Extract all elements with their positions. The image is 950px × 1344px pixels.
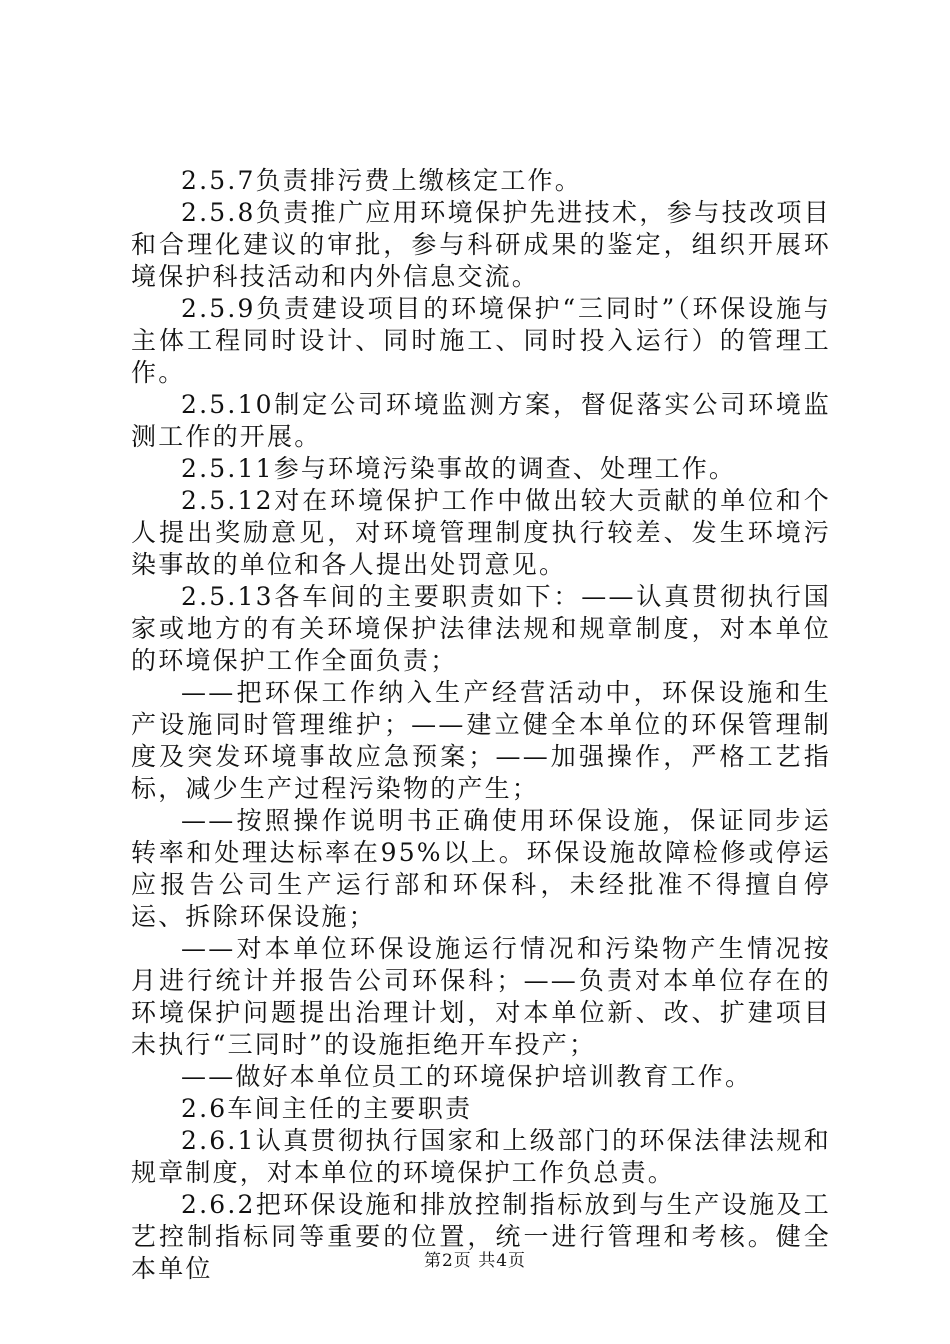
page-number-label: 第2页 共4页 — [423, 1251, 527, 1271]
paragraph-2-5-8: 2.5.8负责推广应用环境保护先进技术，参与技改项目和合理化建议的审批，参与科研成果的鉴定，组织开展环境保护科技活动和内外信息交流。 — [131, 198, 831, 291]
document-body — [131, 165, 831, 1285]
paragraph-2-6-1: 2.6.1认真贯彻执行国家和上级部门的环保法律法规和规章制度，对本单位的环境保护工作负总责。 — [131, 1126, 831, 1187]
paragraph-2-5-7: 2.5.7负责排污费上缴核定工作。 — [181, 166, 583, 195]
paragraph-2-5-12: 2.5.12对在环境保护工作中做出较大贡献的单位和个人提出奖励意见，对环境管理制度执行较差、发生环境污染事故的单位和各人提出处罚意见。 — [131, 486, 831, 579]
paragraph-2-6-2: 2.6.2把环保设施和排放控制指标放到与生产设施及工艺控制指标同等重要的位置，统一进行管理和考核。健全本单位 — [131, 1190, 831, 1283]
section-heading-2-6: 2.6车间主任的主要职责 — [181, 1094, 473, 1123]
paragraph-2-5-11: 2.5.11参与环境污染事故的调查、处理工作。 — [181, 454, 737, 483]
paragraph-2-5-13: 2.5.13各车间的主要职责如下：——认真贯彻执行国家或地方的有关环境保护法律法规和规章制度，对本单位的环境保护工作全面负责； — [131, 582, 831, 675]
paragraph-workshop-duty-b: ——按照操作说明书正确使用环保设施，保证同步运转率和处理达标率在95%以上。环保设施故障检修或停运应报告公司生产运行部和环保科，未经批准不得擅自停运、拆除环保设施； — [131, 806, 831, 931]
page-footer — [0, 1250, 950, 1272]
paragraph-2-5-9: 2.5.9负责建设项目的环境保护“三同时”（环保设施与主体工程同时设计、同时施工、同时投入运行）的管理工作。 — [131, 294, 831, 387]
paragraph-2-5-10: 2.5.10制定公司环境监测方案，督促落实公司环境监测工作的开展。 — [131, 390, 831, 451]
paragraph-workshop-duty-a: ——把环保工作纳入生产经营活动中，环保设施和生产设施同时管理维护；——建立健全本单位的环保管理制度及突发环境事故应急预案；——加强操作，严格工艺指标，减少生产过程污染物的产生； — [131, 678, 831, 803]
paragraph-workshop-duty-d: ——做好本单位员工的环境保护培训教育工作。 — [181, 1062, 753, 1091]
paragraph-workshop-duty-c: ——对本单位环保设施运行情况和污染物产生情况按月进行统计并报告公司环保科；——负责对本单位存在的环境保护问题提出治理计划，对本单位新、改、扩建项目未执行“三同时”的设施拒绝开车投产； — [131, 934, 831, 1059]
